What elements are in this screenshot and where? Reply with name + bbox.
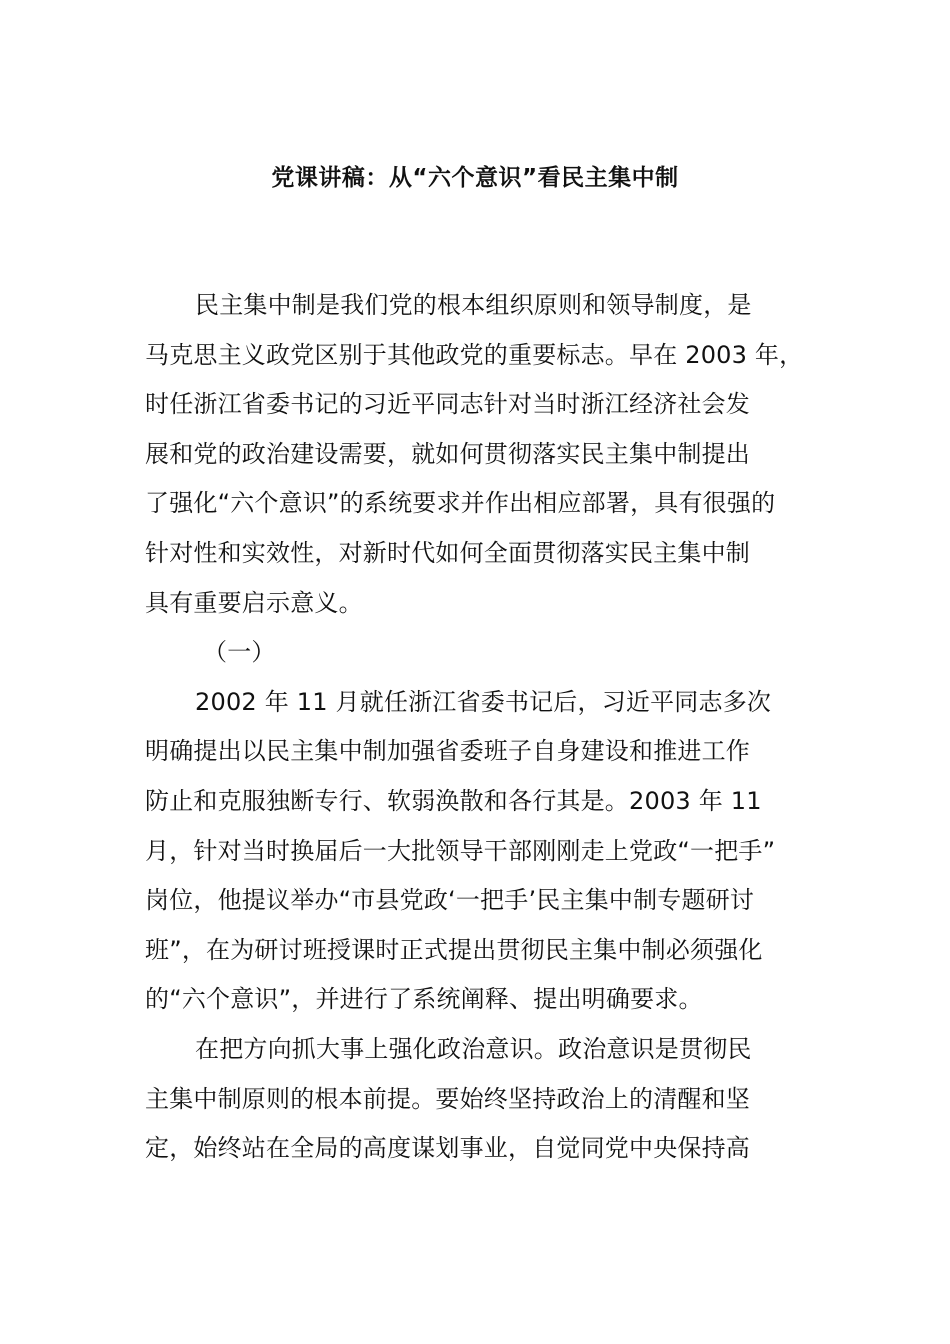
paragraph-1-line-5: 了强化“六个意识”的系统要求并作出相应部署，具有很强的 [145,489,776,518]
paragraph-3-line-3: 定，始终站在全局的高度谋划事业，自觉同党中央保持高 [145,1134,750,1163]
paragraph-1-line-1: 民主集中制是我们党的根本组织原则和领导制度，是 [195,291,752,319]
paragraph-1-line-2: 马克思主义政党区别于其他政党的重要标志。早在 2003 年， [145,340,804,369]
paragraph-2-line-5: 岗位，他提议举办“市县党政‘一把手’民主集中制专题研讨 [145,886,755,915]
paragraph-2-line-4: 月，针对当时换届后一大批领导干部刚刚走上党政“一把手” [145,836,776,865]
paragraph-2-line-6: 班”，在为研讨班授课时正式提出贯彻民主集中制必须强化 [145,935,763,964]
paragraph-3-line-2: 主集中制原则的根本前提。要始终坚持政治上的清醒和坚 [145,1084,750,1113]
paragraph-1-line-3: 时任浙江省委书记的习近平同志针对当时浙江经济社会发 [145,390,750,419]
document-title: 党课讲稿：从“六个意识”看民主集中制 [271,165,679,191]
paragraph-1-line-7: 具有重要启示意义。 [145,588,363,617]
paragraph-3-line-1: 在把方向抓大事上强化政治意识。政治意识是贯彻民 [195,1034,752,1063]
paragraph-1-line-6: 针对性和实效性，对新时代如何全面贯彻落实民主集中制 [145,538,750,567]
paragraph-2-line-3: 防止和克服独断专行、软弱涣散和各行其是。2003 年 11 [145,786,762,815]
paragraph-2-line-1: 2002 年 11 月就任浙江省委书记后，习近平同志多次 [195,687,772,716]
paragraph-2-line-2: 明确提出以民主集中制加强省委班子自身建设和推进工作 [145,737,750,766]
section-heading: （一） [203,638,276,667]
paragraph-2-line-7: 的“六个意识”，并进行了系统阐释、提出明确要求。 [145,985,703,1014]
document-body [145,281,813,1174]
paragraph-1-line-4: 展和党的政治建设需要，就如何贯彻落实民主集中制提出 [145,439,750,468]
